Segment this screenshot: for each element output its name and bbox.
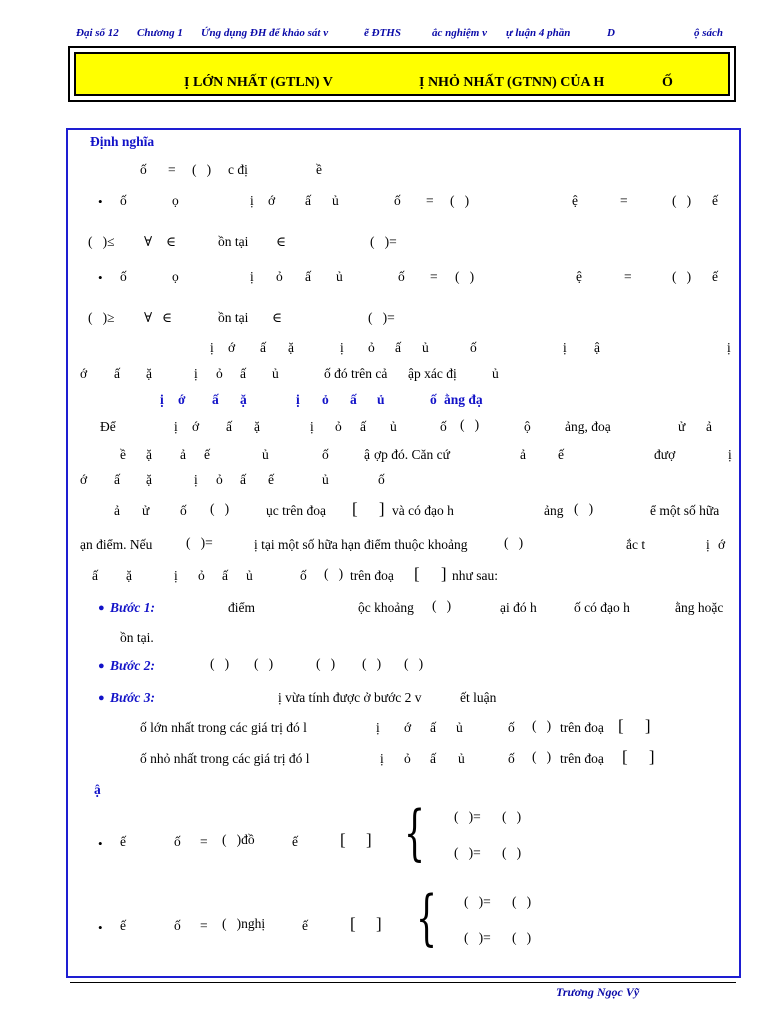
s3-l1-7: trên đoạ (560, 720, 604, 735)
r1-6: [ (340, 830, 346, 849)
r1-3: = (200, 834, 208, 849)
s3-l2-2: ỏ (404, 751, 411, 766)
note-l1-1: ớ (228, 340, 236, 355)
p1-13: ử (678, 419, 686, 434)
r2-sys-2: ( )= (464, 930, 491, 945)
p1-8: ủ (390, 419, 397, 434)
p3-4: ỏ (216, 472, 223, 487)
step-bullet-2: ● (98, 660, 105, 672)
remark-heading: ậ (94, 782, 101, 797)
def-l4-d: ỏ (276, 269, 283, 284)
method-h-6: ấ (350, 392, 357, 407)
r1-7: ] (366, 830, 372, 849)
r1-5: ế (292, 834, 298, 849)
header-chapter: Chương 1 (137, 27, 183, 39)
p5-4: ắc t (626, 537, 646, 552)
r2-sys-3: ( ) (512, 930, 532, 945)
p2-10: đượ (654, 447, 676, 462)
s3-l1-0: ố lớn nhất trong các giá trị đó l (140, 720, 307, 735)
def-l2-h: = (426, 193, 434, 208)
s3-l1-3: ấ (430, 720, 436, 735)
s3-l2-8: [ ] (622, 747, 655, 766)
p2-11: ị (728, 447, 732, 462)
method-h-2: ấ (212, 392, 219, 407)
method-h-7: ủ (377, 392, 385, 407)
def-l2-l: ( ) (672, 193, 692, 208)
note-l1-6: ấ (395, 340, 401, 355)
p2-7: ợp đó. Căn cứ (374, 447, 450, 462)
left-brace-icon: { (404, 798, 426, 868)
remark-bullet-1: • (98, 836, 103, 851)
p4-0: ả (114, 503, 120, 518)
def-l4-a: ố (120, 269, 127, 284)
note-l2-c: ặ (146, 366, 152, 381)
p3-3: ị (194, 472, 198, 487)
r2-7: ] (376, 914, 382, 933)
footer-author: Trương Ngọc Vỹ (556, 985, 640, 999)
s3-l1-8: [ ] (618, 716, 651, 735)
definition-heading: Định nghĩa (90, 134, 155, 149)
s2-2: ( ) (316, 656, 336, 671)
p6-10: như sau: (452, 568, 498, 583)
p1-2: ớ (192, 419, 200, 434)
p4-1: ử (142, 503, 150, 518)
step3-label: Bước 3: (110, 690, 155, 705)
s3-text: ị vừa tính được ở bước 2 v (278, 690, 422, 705)
p4-9: ể một số hữa (650, 503, 720, 518)
def-l3-f: ( )= (370, 234, 397, 249)
s3-l1-6: ( ) (532, 718, 552, 733)
p1-5: ị (310, 419, 314, 434)
p6-2: ị (174, 568, 178, 583)
s2-3: ( ) (362, 656, 382, 671)
r2-1: ế (120, 918, 126, 933)
p2-8: ả (520, 447, 526, 462)
p3-8: ố (378, 472, 385, 487)
p1-12: ảng, đoạ (565, 419, 611, 434)
method-h-3: ặ (240, 392, 247, 407)
s1-1: ộc khoảng (358, 600, 414, 615)
r2-2: ố (174, 918, 181, 933)
s1-4: ố có đạo h (574, 600, 630, 615)
def-l2-j: ệ (572, 193, 578, 208)
r2-3: = (200, 918, 208, 933)
p2-3: ế (204, 447, 210, 462)
s2-0: ( ) (210, 656, 230, 671)
s1-0: điểm (228, 600, 255, 615)
def-l4-i: ( ) (455, 269, 475, 284)
step1-label: Bước 1: (110, 600, 155, 615)
method-h-8: ố (430, 392, 437, 407)
def-l3-d: ồn tại (218, 234, 249, 249)
step2-label: Bước 2: (110, 658, 155, 673)
def-l2-c: ị (250, 193, 254, 208)
p1-3: ấ (226, 419, 232, 434)
p3-1: ấ (114, 472, 120, 487)
s1-2: ( ) (432, 598, 452, 613)
note-l1-9: ị (563, 340, 567, 355)
note-l1-7: ủ (422, 340, 429, 355)
header-book: Đại số 12 (76, 27, 119, 39)
p2-9: ế (558, 447, 564, 462)
note-l1-2: ấ (260, 340, 266, 355)
note-l2-i: ập xác đị (408, 366, 457, 381)
s1-5: ằng hoặc (675, 600, 724, 615)
r1-1: ế (120, 834, 126, 849)
def-l2-m: ế (712, 193, 718, 208)
s3-l1-2: ớ (404, 720, 412, 735)
note-l1-11: ị (727, 340, 731, 355)
def-l5-b: ∀ (144, 310, 153, 325)
p1-0: Để (100, 419, 116, 434)
p5-2: ị tại một số hữa hạn điểm thuộc khoảng (254, 537, 468, 552)
footer-divider (70, 982, 736, 983)
s3-l2-3: ấ (430, 751, 436, 766)
def-l4-j: ệ (576, 269, 582, 284)
r2-sys-1: ( ) (512, 894, 532, 909)
p3-7: ủ (322, 472, 329, 487)
def-l3-e: ∈ (276, 234, 286, 249)
def-l5-a: ( )≥ (88, 310, 115, 325)
s1-cont: ồn tại. (120, 630, 154, 645)
p4-2: ố (180, 503, 187, 518)
s3-l1-1: ị (376, 720, 380, 735)
p5-3: ( ) (504, 535, 524, 550)
p2-1: ặ (146, 447, 152, 462)
r2-5: ế (302, 918, 308, 933)
p2-0: ề (120, 447, 126, 462)
method-h-9: ằng đạ (444, 392, 483, 407)
def-l4-l: ( ) (672, 269, 692, 284)
def-l4-h: = (430, 269, 438, 284)
p1-11: ộ (524, 419, 531, 434)
def-l2-g: ố (394, 193, 401, 208)
p2-2: ả (180, 447, 186, 462)
r1-4: ( )đồ (222, 832, 255, 847)
p6-9: [ ] (414, 564, 447, 583)
def-l4-b: ọ (172, 269, 179, 284)
def-l1-c: ( ) (192, 162, 212, 177)
s2-4: ( ) (404, 656, 424, 671)
def-l5-f: ( )= (368, 310, 395, 325)
p6-3: ỏ (198, 568, 205, 583)
method-h-5: ỏ (322, 392, 329, 407)
method-h-4: ị (296, 392, 300, 407)
s3-l1-4: ủ (456, 720, 463, 735)
def-l1-e: ề (316, 162, 322, 177)
def-l4-m: ế (712, 269, 718, 284)
p6-8: trên đoạ (350, 568, 394, 583)
def-l2-d: ớ (268, 193, 276, 208)
p1-14: ả (706, 419, 712, 434)
p1-1: ị (174, 419, 178, 434)
note-l2-d: ị (194, 366, 198, 381)
note-l1-10: ậ (594, 340, 600, 355)
method-h-0: ị (160, 392, 164, 407)
def-l4-g: ố (398, 269, 405, 284)
note-l1-0: ị (210, 340, 214, 355)
p6-7: ( ) (324, 566, 344, 581)
p6-5: ủ (246, 568, 253, 583)
note-l2-g: ủ (272, 366, 279, 381)
def-l5-d: ồn tại (218, 310, 249, 325)
header-d: D (607, 27, 615, 39)
r1-sys-1: ( ) (502, 809, 522, 824)
p1-10: ( ) (460, 417, 480, 432)
def-l4-f: ủ (336, 269, 343, 284)
def-l2-f: ủ (332, 193, 339, 208)
p5-1: ( )= (186, 535, 213, 550)
s3-l2-1: ị (380, 751, 384, 766)
p5-0: ạn điểm. Nếu (80, 537, 153, 552)
p6-0: ấ (92, 568, 98, 583)
p2-5: ố (322, 447, 329, 462)
p5-6: ớ (718, 537, 726, 552)
note-l1-5: ỏ (368, 340, 375, 355)
header-chapter-title: Ứng dụng ĐH để khảo sát v (201, 27, 329, 39)
p5-5: ị (706, 537, 710, 552)
title-part1: Ị LỚN NHẤT (GTLN) V (184, 75, 333, 90)
header-sach: ộ sách (694, 27, 724, 39)
def-l4-k: = (624, 269, 632, 284)
p4-4: ục trên đoạ (266, 503, 326, 518)
p4-3: ( ) (210, 501, 230, 516)
step-bullet-1: ● (98, 602, 105, 614)
p4-8: ( ) (574, 501, 594, 516)
header-graph: ẽ ĐTHS (364, 27, 401, 39)
def-l5-e: ∈ (272, 310, 282, 325)
title-banner (74, 52, 730, 96)
p6-6: ố (300, 568, 307, 583)
p1-4: ặ (254, 419, 260, 434)
p4-5: [ ] (352, 499, 385, 518)
note-l2-a: ớ (80, 366, 88, 381)
bullet: • (98, 270, 103, 285)
p3-0: ớ (80, 472, 88, 487)
title-part3: Ố (662, 75, 673, 90)
s3-l2-6: ( ) (532, 749, 552, 764)
p2-6: ậ (364, 447, 370, 462)
def-l4-e: ấ (305, 269, 311, 284)
r2-sys-0: ( )= (464, 894, 491, 909)
r1-2: ố (174, 834, 181, 849)
step-bullet-3: ● (98, 692, 105, 704)
p6-1: ặ (126, 568, 132, 583)
p1-6: ỏ (335, 419, 342, 434)
p1-9: ố (440, 419, 447, 434)
p4-7: ảng (544, 503, 564, 518)
s3-end: ết luận (460, 690, 497, 705)
def-l1-d: c đị (228, 162, 248, 177)
p3-6: ế (268, 472, 274, 487)
r2-6: [ (350, 914, 356, 933)
def-l4-c: ị (250, 269, 254, 284)
note-l2-f: ấ (240, 366, 246, 381)
def-l3-a: ( )≤ (88, 234, 115, 249)
note-l2-j: ủ (492, 366, 499, 381)
def-l2-a: ố (120, 193, 127, 208)
p2-4: ủ (262, 447, 269, 462)
note-l2-e: ỏ (216, 366, 223, 381)
p1-7: ấ (360, 419, 366, 434)
p4-6: và có đạo h (392, 503, 454, 518)
def-l1-b: = (168, 162, 176, 177)
note-l1-3: ặ (288, 340, 294, 355)
def-l5-c: ∈ (162, 310, 172, 325)
header-theory: ự luận 4 phần (506, 27, 571, 39)
s3-l1-5: ố (508, 720, 515, 735)
s2-1: ( ) (254, 656, 274, 671)
def-l2-i: ( ) (450, 193, 470, 208)
def-l3-b: ∀ (144, 234, 153, 249)
s1-3: ại đó h (500, 600, 537, 615)
header-quiz: ắc nghiệm v (432, 27, 487, 39)
p3-2: ặ (146, 472, 152, 487)
r2-4: ( )nghị (222, 916, 266, 931)
p3-5: ấ (240, 472, 246, 487)
r1-sys-3: ( ) (502, 845, 522, 860)
s3-l2-7: trên đoạ (560, 751, 604, 766)
r1-sys-2: ( )= (454, 845, 481, 860)
def-l2-k: = (620, 193, 628, 208)
method-h-1: ớ (178, 392, 186, 407)
s3-l2-0: ố nhỏ nhất trong các giá trị đó l (140, 751, 310, 766)
note-l2-h: ố đó trên cả (324, 366, 388, 381)
def-l1-a: ố (140, 162, 147, 177)
left-brace-icon: { (416, 883, 438, 953)
bullet: • (98, 194, 103, 209)
def-l2-e: ấ (305, 193, 311, 208)
remark-bullet-2: • (98, 920, 103, 935)
note-l1-4: ị (340, 340, 344, 355)
def-l3-c: ∈ (166, 234, 176, 249)
s3-l2-5: ố (508, 751, 515, 766)
p6-4: ấ (222, 568, 228, 583)
r1-sys-0: ( )= (454, 809, 481, 824)
s3-l2-4: ủ (458, 751, 465, 766)
note-l2-b: ấ (114, 366, 120, 381)
title-part2: Ị NHỎ NHẤT (GTNN) CỦA H (419, 75, 605, 90)
def-l2-b: ọ (172, 193, 179, 208)
title-box (68, 46, 736, 102)
note-l1-8: ố (470, 340, 477, 355)
